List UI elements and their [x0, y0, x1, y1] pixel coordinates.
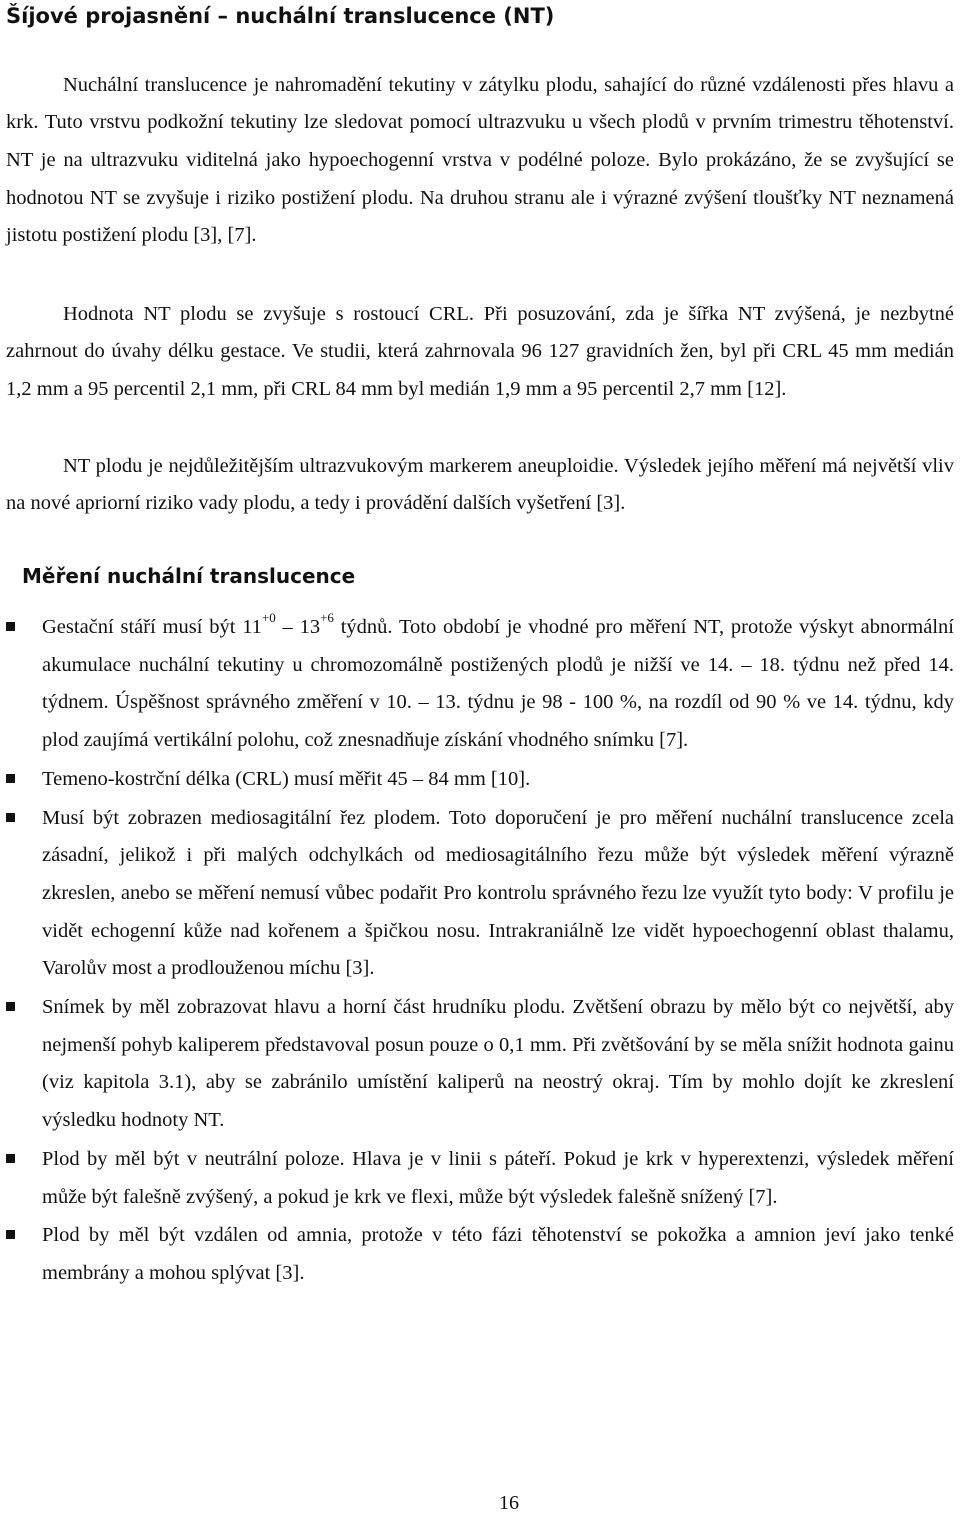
list-item-text: Snímek by měl zobrazovat hlavu a horní část hrudníku plodu. Zvětšení obrazu by mělo být co největší, aby nejmenší pohyb kaliperem představoval posun pouze o 0,1 mm. Při zvětšování by se měla snížit hodnota gainu (viz kapitola 3.1), aby se zabránilo umístění kaliperů na neostrý okraj. Tím by mohlo dojít ke zkreslení výsledku hodnoty NT.	[42, 996, 954, 1132]
list-item	[6, 1141, 954, 1216]
square-bullet-icon	[6, 622, 15, 631]
list-item	[6, 1217, 954, 1292]
list-item	[6, 609, 954, 760]
paragraph-intro: Nuchální translucence je nahromadění tekutiny v zátylku plodu, sahající do různé vzdálenosti přes hlavu a krk. Tuto vrstvu podkožní tekutiny lze sledovat pomocí ultrazvuku u všech plodů v prvním trimestru těhotenství. NT je na ultrazvuku viditelná jako hypoechogenní vrstva v podélné poloze. Bylo prokázáno, že se zvyšující se hodnotou NT se zvyšuje i riziko postižení plodu. Na druhou stranu ale i výrazné zvýšení tloušťky NT neznamená jistotu postižení plodu [3], [7].	[6, 73, 954, 247]
list-item-text: Plod by měl být vzdálen od amnia, protože v této fázi těhotenství se pokožka a amnion jeví jako tenké membrány a mohou splývat [3].	[42, 1224, 954, 1284]
list-item-text: Plod by měl být v neutrální poloze. Hlava je v linii s páteří. Pokud je krk v hyperextenzi, výsledek měření může být falešně zvýšený, a pokud je krk ve flexi, může být výsledek falešně snížený [7].	[42, 1147, 954, 1208]
list-item-text: Gestační stáří musí být $11^{+0} - 13^{+6}$ týdnů. Toto období je vhodné pro měření NT, protože výskyt abnormální akumulace nuchální tekutiny u chromozomálně postižených plodů je nižší ve 14. – 18. týdnu než před 14. týdnem. Úspěšnost správného změření v 10. – 13. týdnu je 98 - 100 %, na rozdíl od 90 % ve 14. týdnu, kdy plod zaujímá vertikální polohu, což znesnadňuje získání vhodného snímku [7].	[42, 610, 954, 752]
page-number: 16	[499, 1492, 519, 1514]
measurement-criteria-list	[6, 609, 954, 1294]
paragraph-marker: NT plodu je nejdůležitějším ultrazvukovým markerem aneuploidie. Výsledek jejího měření má největší vliv na nové apriorní riziko vady plodu, a tedy i provádění dalších vyšetření [3].	[6, 454, 954, 515]
section-heading: Šíjové projasnění – nuchální translucence (NT)	[6, 4, 555, 28]
list-item-text: Musí být zobrazen mediosagitální řez plodem. Toto doporučení je pro měření nuchální translucence zcela zásadní, jelikož i při malých odchylkách od mediosagitálního řezu může být výsledek měření výrazně zkreslen, anebo se měření nemusí vůbec podařit Pro kontrolu správného řezu lze využít tyto body: V profilu je vidět echogenní kůže nad kořenem a špičkou nosu. Intrakraniálně lze vidět hypoechogenní oblast thalamu, Varolův most a prodlouženou míchu [3].	[42, 806, 954, 980]
square-bullet-icon	[6, 813, 15, 822]
list-item-text: Temeno-kostrční délka (CRL) musí měřit 45 – 84 mm [10].	[42, 767, 531, 790]
square-bullet-icon	[6, 1154, 15, 1163]
square-bullet-icon	[6, 1230, 15, 1239]
subsection-heading: Měření nuchální translucence	[22, 564, 356, 588]
list-item	[6, 761, 954, 799]
square-bullet-icon	[6, 774, 15, 783]
list-item	[6, 800, 954, 989]
square-bullet-icon	[6, 1002, 15, 1011]
paragraph-crl: Hodnota NT plodu se zvyšuje s rostoucí CRL. Při posuzování, zda je šířka NT zvýšená, je nezbytné zahrnout do úvahy délku gestace. Ve studii, která zahrnovala 96 127 gravidních žen, byl při CRL 45 mm medián 1,2 mm a 95 percentil 2,1 mm, při CRL 84 mm byl medián 1,9 mm a 95 percentil 2,7 mm [12].	[6, 302, 954, 400]
list-item	[6, 989, 954, 1140]
